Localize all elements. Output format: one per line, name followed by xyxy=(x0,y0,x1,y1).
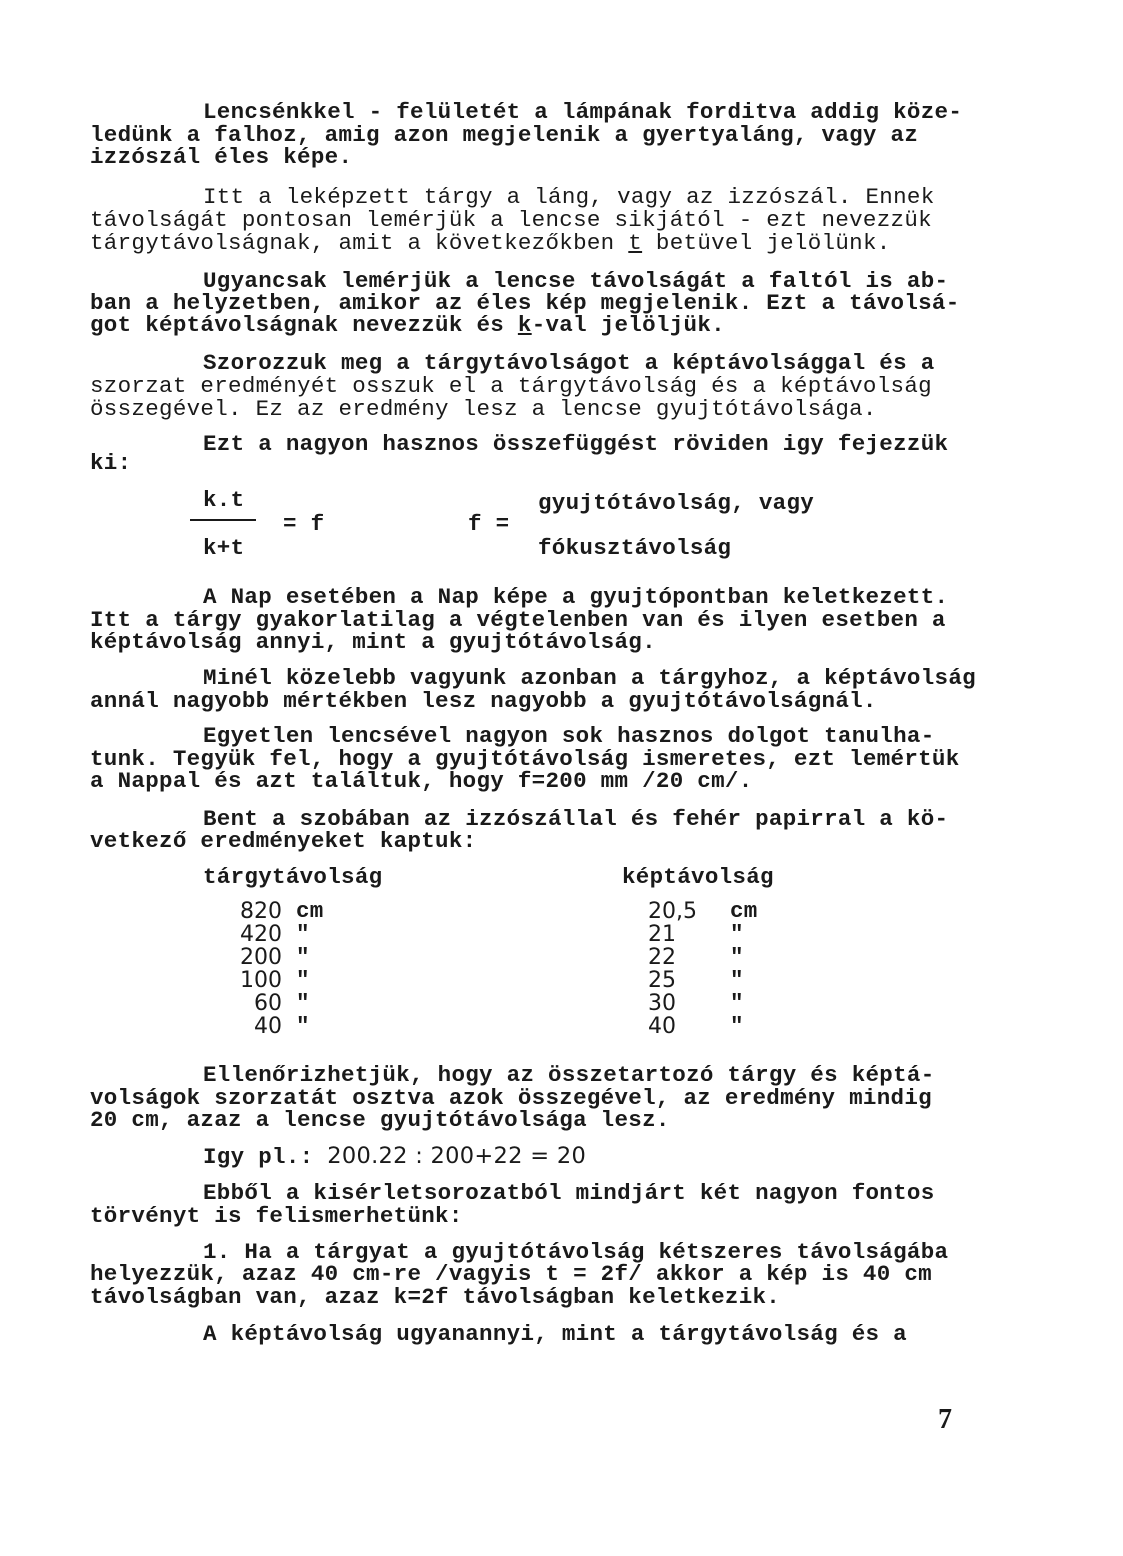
p6-line1: A Nap esetében a Nap képe a gyujtópontban keletkezett. xyxy=(203,584,949,610)
table-cell-kep-unit: cm xyxy=(730,898,758,924)
table-cell-targy: 820 xyxy=(240,899,282,924)
p2-line3-a: tárgytávolságnak, amit a következőkben xyxy=(90,230,629,256)
table-cell-targy-unit: " xyxy=(296,1013,310,1039)
table-cell-targy: 420 xyxy=(240,922,282,947)
p1-line3: izzószál éles képe. xyxy=(90,144,353,170)
table-cell-kep-unit: " xyxy=(730,921,744,947)
p6-line2: Itt a tárgy gyakorlatilag a végtelenben van és ilyen esetben a xyxy=(90,607,946,633)
table-cell-targy: 40 xyxy=(254,1014,282,1039)
table-cell-targy-unit: " xyxy=(296,967,310,993)
p11-label: Igy pl.: xyxy=(203,1144,328,1170)
table-cell-kep: 22 xyxy=(648,945,676,970)
p4-line1: Szorozzuk meg a tárgytávolságot a képtávolsággal és a xyxy=(203,350,935,376)
table-cell-targy-unit: " xyxy=(296,921,310,947)
variable-k: k xyxy=(517,312,532,338)
p2-line3-b: betüvel jelölünk. xyxy=(642,230,891,256)
table-cell-kep: 21 xyxy=(648,922,676,947)
table-cell-kep-unit: " xyxy=(730,967,744,993)
table-cell-kep: 30 xyxy=(648,991,676,1016)
table-cell-kep-unit: " xyxy=(730,990,744,1016)
p4-line3: összegével. Ez az eredmény lesz a lencse gyujtótávolsága. xyxy=(90,396,877,422)
p13-line3: távolságban van, azaz k=2f távolságban keletkezik. xyxy=(90,1284,781,1310)
p7-line1: Minél közelebb vagyunk azonban a tárgyhoz, a képtávolság xyxy=(203,665,976,691)
p8-line1: Egyetlen lencsével nagyon sok hasznos dolgot tanulha- xyxy=(203,723,935,749)
page-number: 7 xyxy=(938,1404,952,1435)
p14-line1: A képtávolság ugyanannyi, mint a tárgytávolság és a xyxy=(203,1321,907,1347)
table-cell-kep: 25 xyxy=(648,968,676,993)
p13-line2: helyezzük, azaz 40 cm-re /vagyis t = 2f/ akkor a kép is 40 cm xyxy=(90,1261,932,1287)
formula-equals-f: = f xyxy=(283,511,325,537)
formula-def-line1: gyujtótávolság, vagy xyxy=(538,490,815,516)
table-cell-targy-unit: " xyxy=(296,944,310,970)
table-cell-kep: 20,5 xyxy=(648,899,697,924)
p10-line1: Ellenőrizhetjük, hogy az összetartozó tárgy és képtá- xyxy=(203,1062,935,1088)
p9-line2: vetkező eredményeket kaptuk: xyxy=(90,828,477,854)
formula-denominator: k+t xyxy=(203,535,245,561)
table-cell-kep-unit: " xyxy=(730,944,744,970)
p1-line2: ledünk a falhoz, amig azon megjelenik a gyertyaláng, vagy az xyxy=(90,122,919,148)
p8-line3: a Nappal és azt találtuk, hogy f=200 mm /20 cm/. xyxy=(90,768,753,794)
p3-line3 xyxy=(90,314,725,336)
table-header-tavolsag: tárgytávolság xyxy=(203,864,383,890)
p13-line1: 1. Ha a tárgyat a gyujtótávolság kétszeres távolságába xyxy=(203,1239,949,1265)
p2-line1: Itt a leképzett tárgy a láng, vagy az izzószál. Ennek xyxy=(203,184,935,210)
p5-line2: ki: xyxy=(90,450,132,476)
p9-line1: Bent a szobában az izzószállal és fehér papirral a kö- xyxy=(203,806,949,832)
variable-t: t xyxy=(628,230,643,256)
formula-numerator: k.t xyxy=(203,487,245,513)
p2-line2: távolságát pontosan lemérjük a lencse sikjától - ezt nevezzük xyxy=(90,207,932,233)
p1-line1: Lencsénkkel - felületét a lámpának forditva addig köze- xyxy=(203,99,963,125)
p10-line3: 20 cm, azaz a lencse gyujtótávolsága lesz. xyxy=(90,1107,670,1133)
p3-line3-a: got képtávolságnak nevezzük és xyxy=(90,312,518,338)
p11-example: 200.22 : 200+22 = 20 xyxy=(327,1143,587,1169)
fraction-bar xyxy=(190,519,256,521)
table-cell-targy-unit: cm xyxy=(296,898,324,924)
p10-line2: volságok szorzatát osztva azok összegével, az eredmény mindig xyxy=(90,1085,932,1111)
p12-line1: Ebből a kisérletsorozatból mindjárt két nagyon fontos xyxy=(203,1180,935,1206)
table-cell-targy: 200 xyxy=(240,945,282,970)
table-cell-targy: 60 xyxy=(254,991,282,1016)
table-cell-targy: 100 xyxy=(240,968,282,993)
formula-f-eq: f = xyxy=(468,511,510,537)
table-cell-kep-unit: " xyxy=(730,1013,744,1039)
p12-line2: törvényt is felismerhetünk: xyxy=(90,1203,463,1229)
p6-line3: képtávolság annyi, mint a gyujtótávolság. xyxy=(90,629,656,655)
table-cell-targy-unit: " xyxy=(296,990,310,1016)
p7-line2: annál nagyobb mértékben lesz nagyobb a gyujtótávolságnál. xyxy=(90,688,877,714)
formula-def-line2: fókusztávolság xyxy=(538,535,732,561)
table-cell-kep: 40 xyxy=(648,1014,676,1039)
p3-line1: Ugyancsak lemérjük a lencse távolságát a faltól is ab- xyxy=(203,268,949,294)
p11-line1 xyxy=(203,1145,586,1168)
p3-line2: ban a helyzetben, amikor az éles kép megjelenik. Ezt a távolsá- xyxy=(90,290,960,316)
p5-line1: Ezt a nagyon hasznos összefüggést röviden igy fejezzük xyxy=(203,431,949,457)
p3-line3-b: -val jelöljük. xyxy=(531,312,725,338)
table-header-keptavolsag: képtávolság xyxy=(622,864,774,890)
p2-line3 xyxy=(90,232,891,254)
p8-line2: tunk. Tegyük fel, hogy a gyujtótávolság ismeretes, ezt lemértük xyxy=(90,746,960,772)
p4-line2: szorzat eredményét osszuk el a tárgytávolság és a képtávolság xyxy=(90,373,932,399)
